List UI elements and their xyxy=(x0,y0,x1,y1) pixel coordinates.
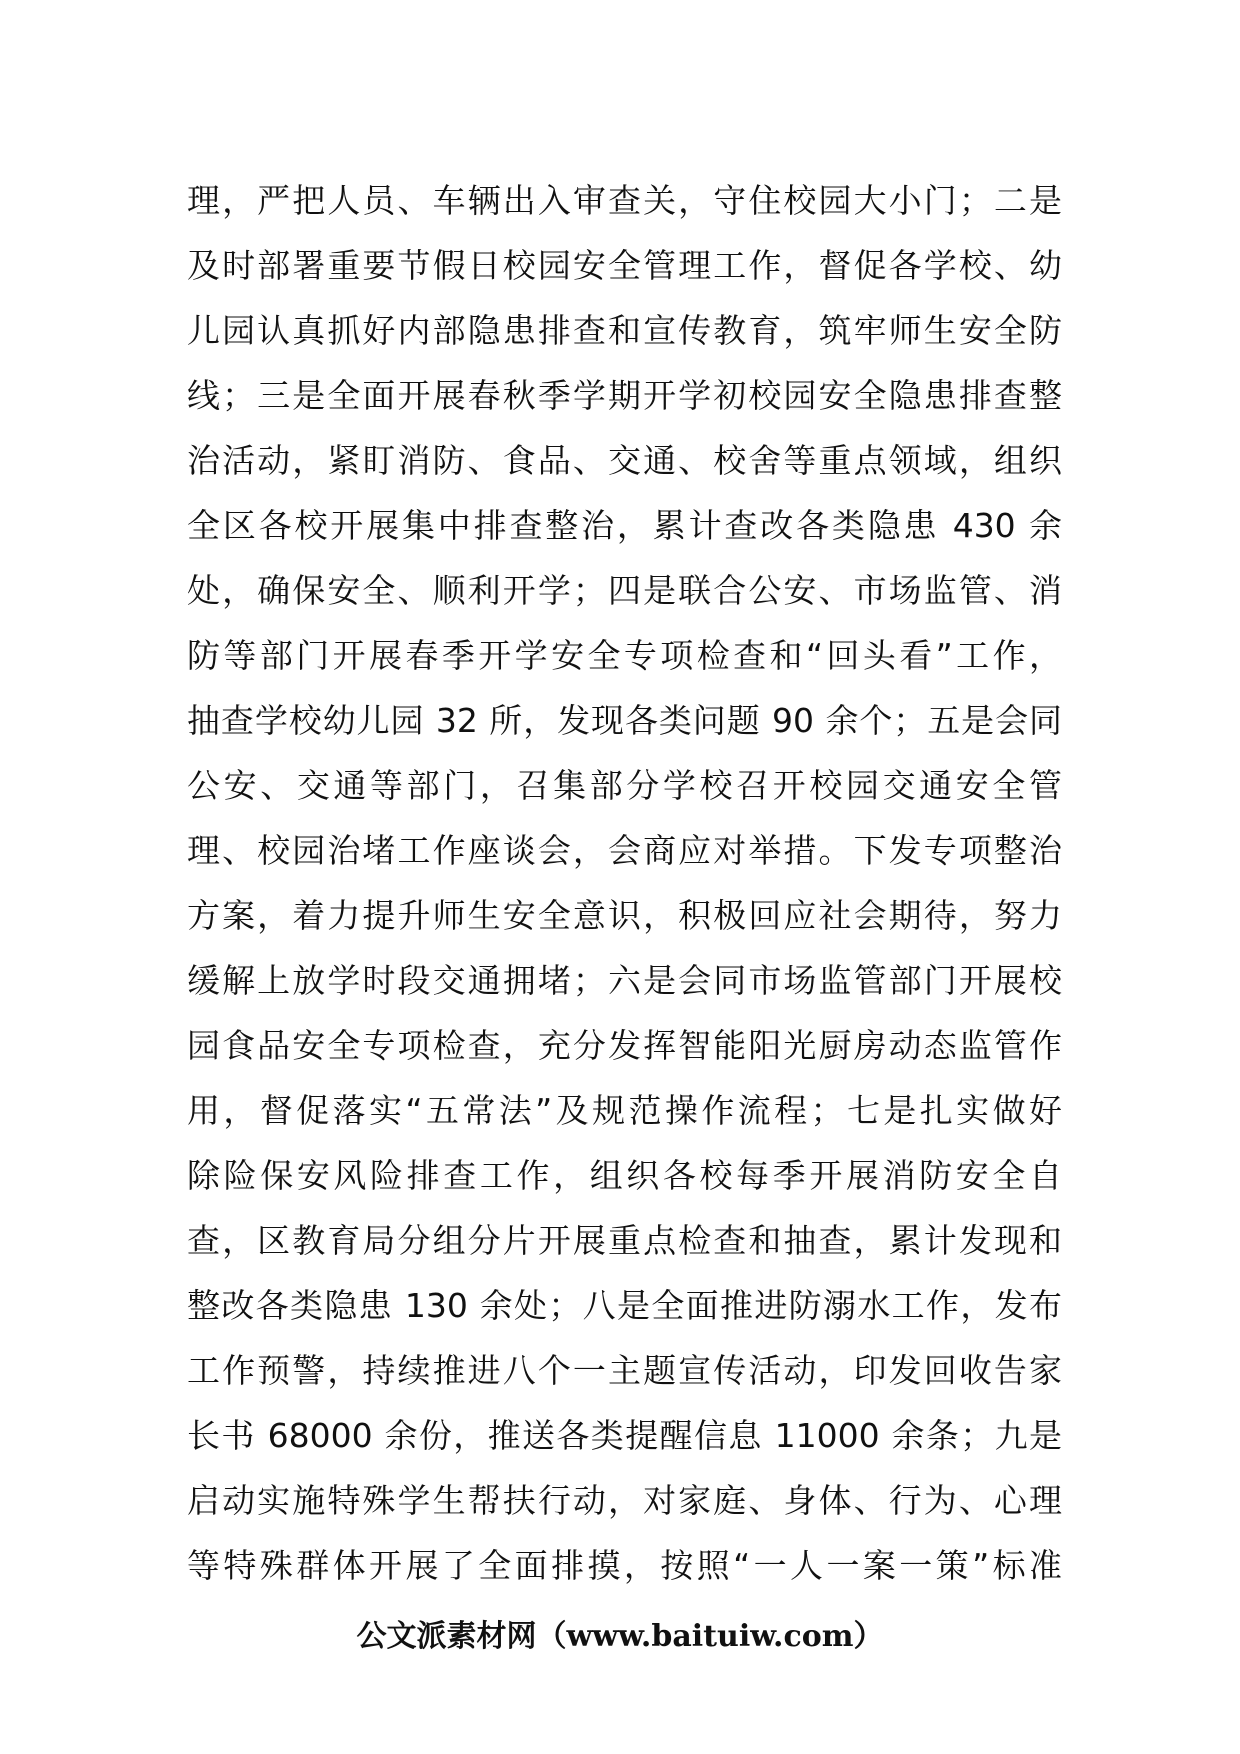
text-line: 全区各校开展集中排查整治，累计查改各类隐患 430 余 xyxy=(187,506,1062,545)
text-line: 工作预警，持续推进八个一主题宣传活动，印发回收告家 xyxy=(187,1351,1062,1390)
text-line: 启动实施特殊学生帮扶行动，对家庭、身体、行为、心理 xyxy=(187,1481,1062,1520)
text-line: 园食品安全专项检查，充分发挥智能阳光厨房动态监管作 xyxy=(187,1026,1062,1065)
text-line: 及时部署重要节假日校园安全管理工作，督促各学校、幼 xyxy=(187,246,1062,285)
text-line: 等特殊群体开展了全面排摸，按照“一人一案一策”标准 xyxy=(187,1546,1062,1585)
text-line: 抽查学校幼儿园 32 所，发现各类问题 90 余个；五是会同 xyxy=(187,701,1062,740)
body-text xyxy=(187,168,1062,1598)
text-line: 处，确保安全、顺利开学；四是联合公安、市场监管、消 xyxy=(187,571,1062,610)
text-line: 儿园认真抓好内部隐患排查和宣传教育，筑牢师生安全防 xyxy=(187,311,1062,350)
text-line: 公安、交通等部门，召集部分学校召开校园交通安全管 xyxy=(187,766,1062,805)
text-line: 缓解上放学时段交通拥堵；六是会同市场监管部门开展校 xyxy=(187,961,1062,1000)
text-line: 长书 68000 余份，推送各类提醒信息 11000 余条；九是 xyxy=(187,1416,1062,1455)
text-line: 查，区教育局分组分片开展重点检查和抽查，累计发现和 xyxy=(187,1221,1062,1260)
text-line: 防等部门开展春季开学安全专项检查和“回头看”工作， xyxy=(187,636,1062,675)
text-line: 除险保安风险排查工作，组织各校每季开展消防安全自 xyxy=(187,1156,1062,1195)
footer-watermark: 公文派素材网（www.baituiw.com） xyxy=(356,1619,884,1654)
text-line: 理，严把人员、车辆出入审查关，守住校园大小门；二是 xyxy=(187,181,1062,220)
text-line: 用，督促落实“五常法”及规范操作流程；七是扎实做好 xyxy=(187,1091,1062,1130)
text-line: 治活动，紧盯消防、食品、交通、校舍等重点领域，组织 xyxy=(187,441,1062,480)
text-line: 方案，着力提升师生安全意识，积极回应社会期待，努力 xyxy=(187,896,1062,935)
text-line: 线；三是全面开展春秋季学期开学初校园安全隐患排查整 xyxy=(187,376,1062,415)
text-line: 理、校园治堵工作座谈会，会商应对举措。下发专项整治 xyxy=(187,831,1062,870)
text-line: 整改各类隐患 130 余处；八是全面推进防溺水工作，发布 xyxy=(187,1286,1062,1325)
